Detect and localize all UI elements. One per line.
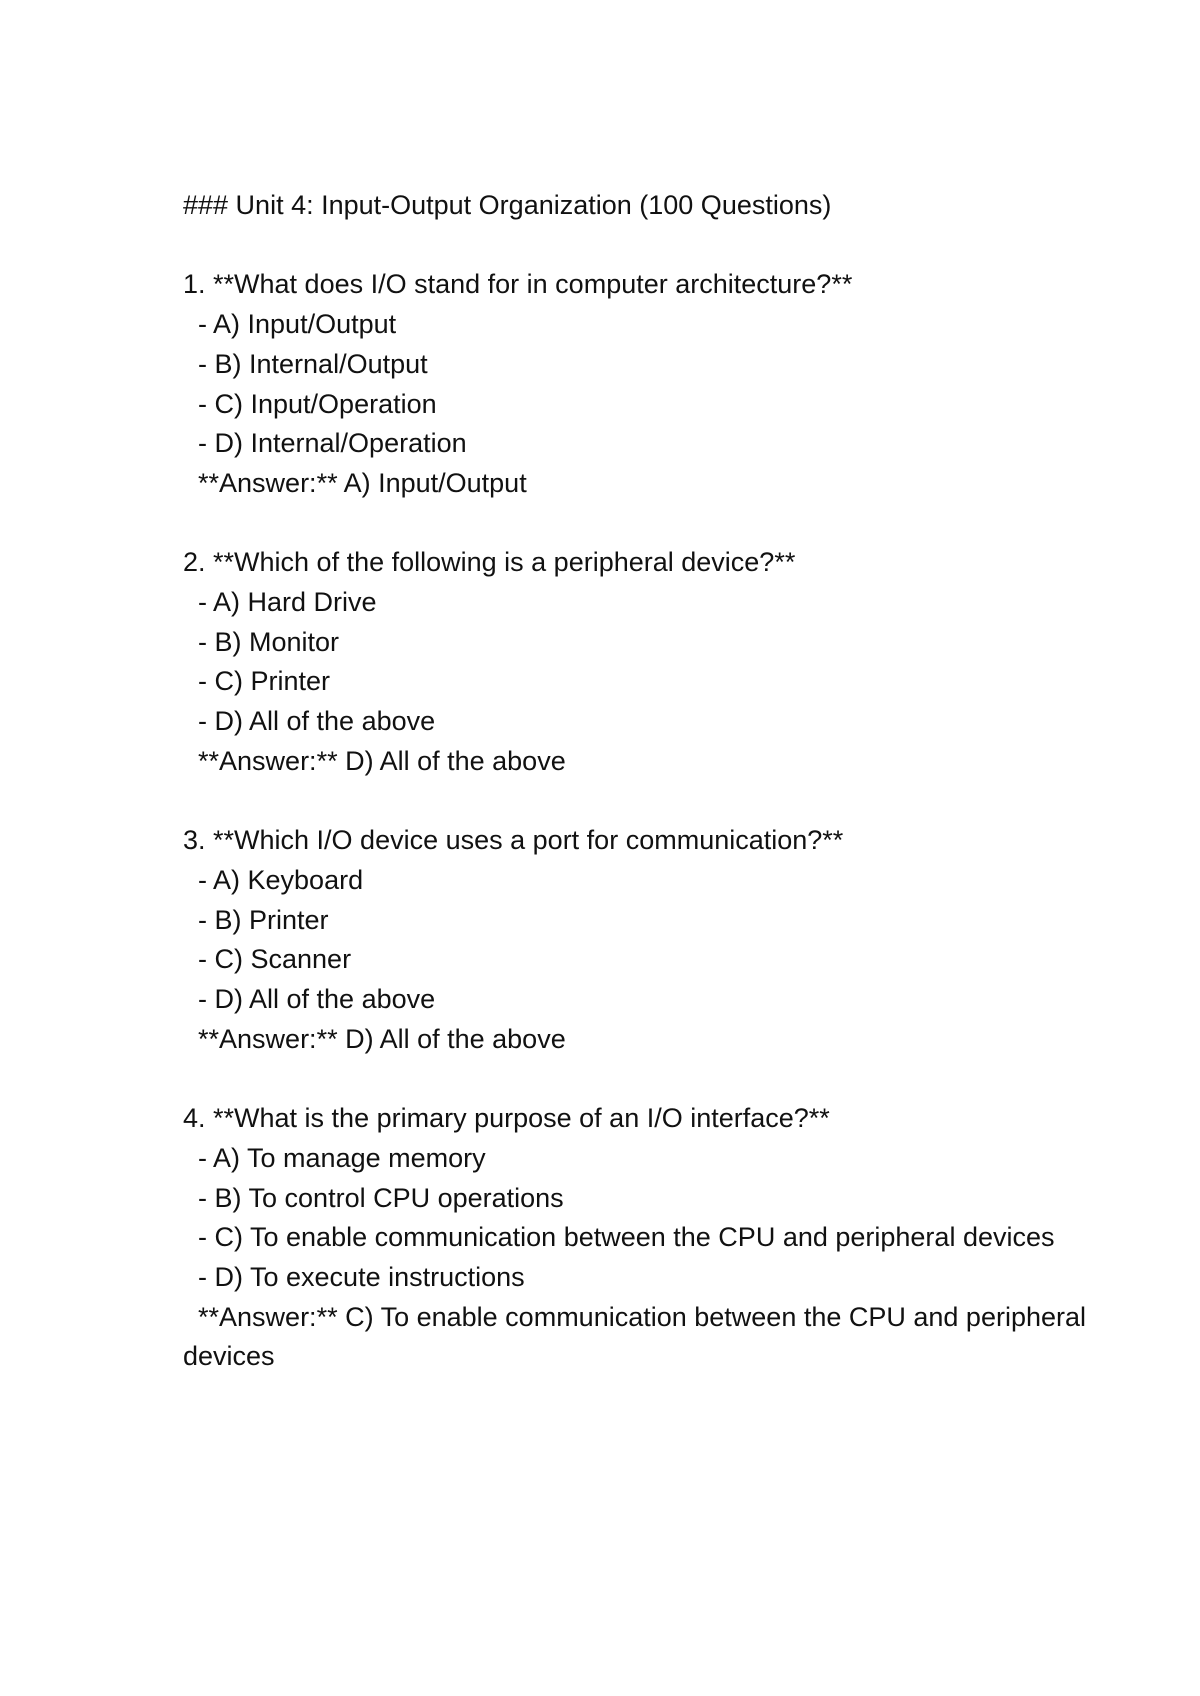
- document-page: [183, 186, 1103, 1377]
- question-block-2: [183, 543, 1103, 781]
- option-a: - A) To manage memory: [183, 1142, 486, 1173]
- question-text: 2. **Which of the following is a peripheral device?**: [183, 547, 796, 578]
- option-b: - B) Monitor: [183, 626, 340, 657]
- option-a: - A) Keyboard: [183, 864, 364, 895]
- answer-line: **Answer:** D) All of the above: [183, 1023, 566, 1054]
- question-block-4: [183, 1099, 1103, 1377]
- option-b: - B) Printer: [183, 904, 329, 935]
- option-c: - C) Input/Operation: [183, 388, 437, 419]
- option-a: - A) Hard Drive: [183, 587, 377, 617]
- option-b: - B) Internal/Output: [183, 348, 428, 379]
- option-d: - D) To execute instructions: [183, 1261, 525, 1292]
- document-title: ### Unit 4: Input-Output Organization (100 Questions): [183, 190, 832, 220]
- option-c: - C) Printer: [183, 666, 331, 697]
- answer-line: **Answer:** D) All of the above: [183, 745, 566, 776]
- option-d: - D) All of the above: [183, 706, 436, 737]
- option-a: - A) Input/Output: [183, 309, 397, 340]
- question-text: 4. **What is the primary purpose of an I/O interface?**: [183, 1103, 830, 1134]
- option-d: - D) Internal/Operation: [183, 428, 467, 459]
- question-block-3: [183, 821, 1103, 1059]
- answer-line: **Answer:** A) Input/Output: [183, 467, 527, 498]
- question-text: 1. **What does I/O stand for in computer architecture?**: [183, 269, 853, 300]
- option-c: - C) To enable communication between the CPU and peripheral devices: [183, 1222, 1055, 1253]
- option-c: - C) Scanner: [183, 944, 352, 975]
- option-b: - B) To control CPU operations: [183, 1182, 564, 1213]
- question-text: 3. **Which I/O device uses a port for communication?**: [183, 825, 844, 856]
- answer-line: **Answer:** C) To enable communication between the CPU and peripheral devices: [183, 1301, 1094, 1372]
- question-block-1: [183, 265, 1103, 503]
- option-d: - D) All of the above: [183, 984, 436, 1015]
